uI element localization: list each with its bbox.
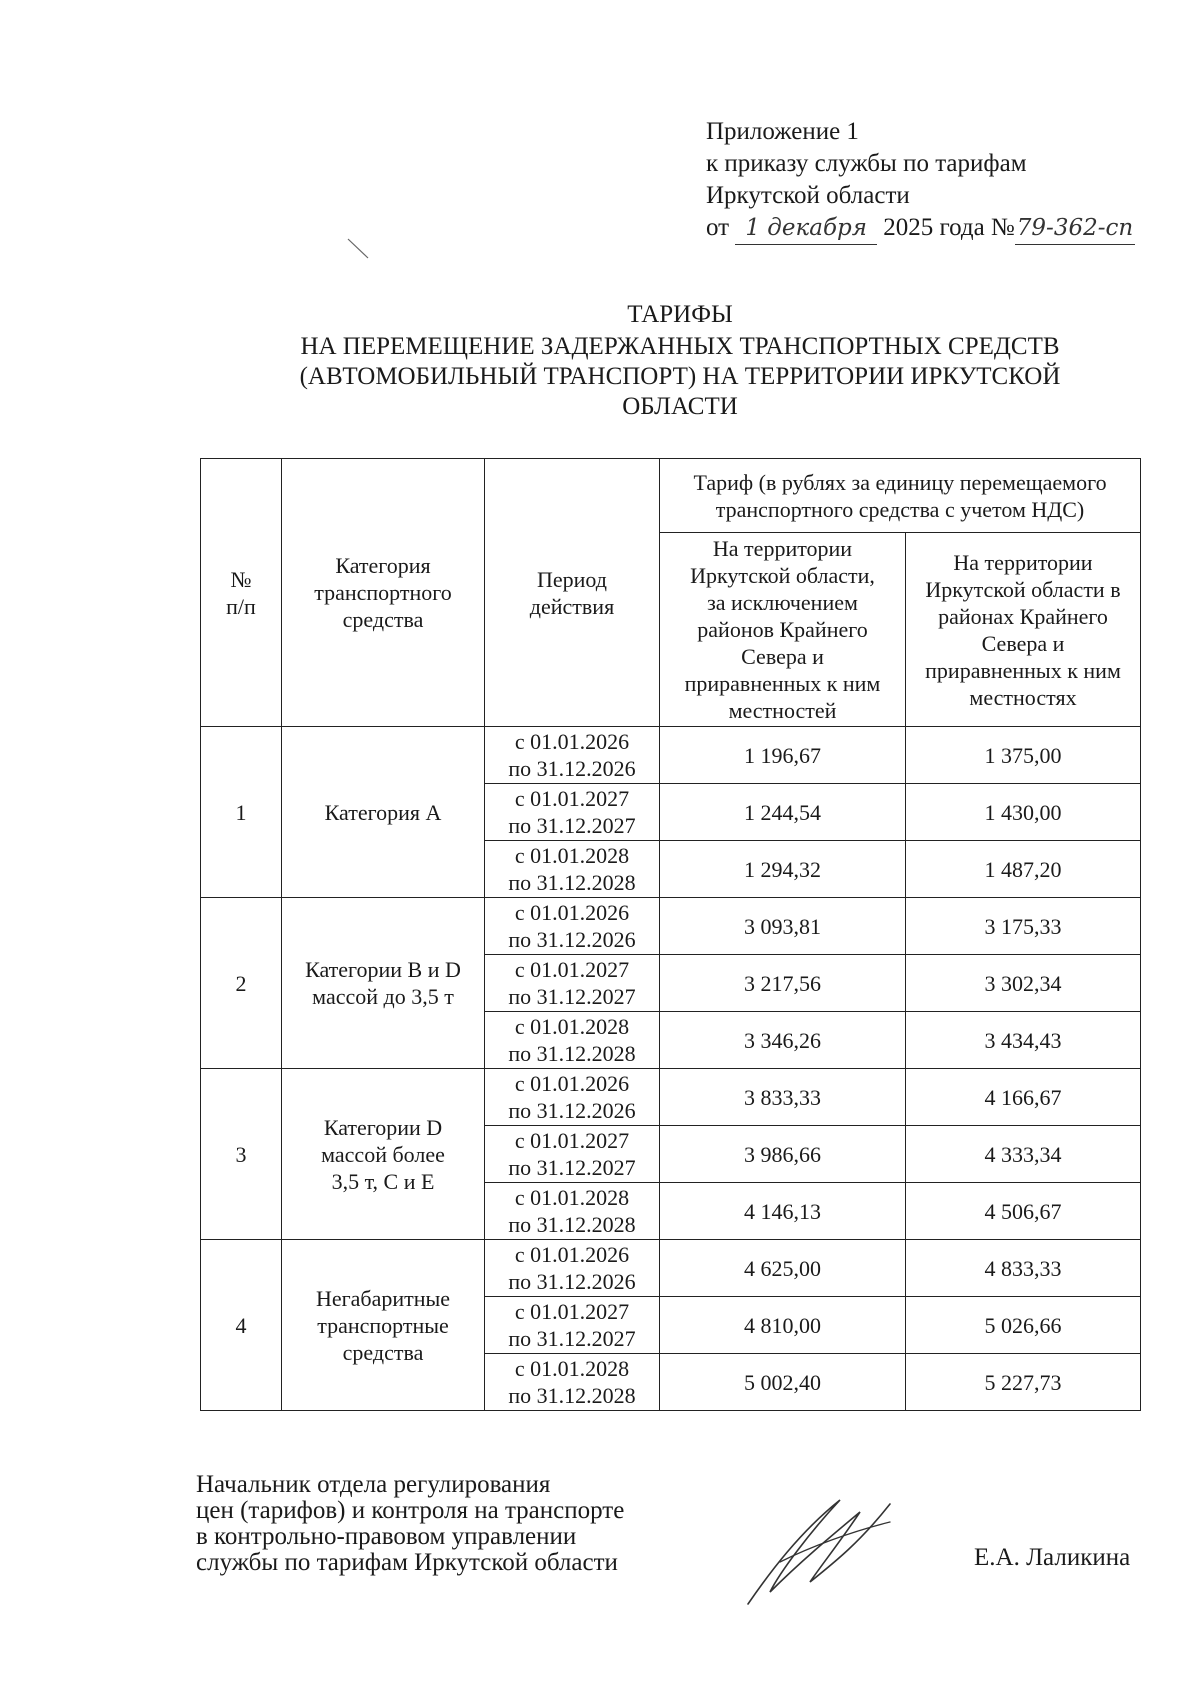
cell-tariff-north: 3 434,43 (906, 1012, 1141, 1069)
cell-tariff-north: 5 227,73 (906, 1354, 1141, 1411)
cell-tariff-general: 3 346,26 (660, 1012, 906, 1069)
cell-tariff-general: 4 625,00 (660, 1240, 906, 1297)
handwritten-order-number: 79-362-сп (1015, 212, 1135, 245)
date-suffix: 2025 года № (883, 214, 1015, 241)
table-row (201, 898, 1141, 955)
cell-tariff-general: 3 217,56 (660, 955, 906, 1012)
handwritten-signature-icon (740, 1492, 910, 1612)
date-prefix: от (706, 214, 730, 241)
cell-period: с 01.01.2027 по 31.12.2027 (485, 784, 660, 841)
table-row (201, 1069, 1141, 1126)
cell-tariff-general: 1 244,54 (660, 784, 906, 841)
cell-tariff-north: 3 175,33 (906, 898, 1141, 955)
cell-tariff-north: 4 506,67 (906, 1183, 1141, 1240)
cell-tariff-north: 5 026,66 (906, 1297, 1141, 1354)
cell-tariff-general: 3 833,33 (660, 1069, 906, 1126)
cell-num: 4 (201, 1240, 282, 1411)
cell-num: 3 (201, 1069, 282, 1240)
cell-tariff-general: 3 093,81 (660, 898, 906, 955)
signatory-position-1: Начальник отдела регулирования (196, 1471, 551, 1498)
appendix-region: Иркутской области (706, 182, 910, 209)
title-line-1: ТАРИФЫ (627, 301, 733, 328)
tariffs-table (200, 458, 1141, 1411)
header-category: Категория транспортного средства (282, 459, 485, 727)
cell-period: с 01.01.2027 по 31.12.2027 (485, 1297, 660, 1354)
cell-tariff-north: 3 302,34 (906, 955, 1141, 1012)
cell-tariff-north: 4 833,33 (906, 1240, 1141, 1297)
appendix-order-ref: к приказу службы по тарифам (706, 150, 1027, 177)
header-num: № п/п (201, 459, 282, 727)
title-line-4: ОБЛАСТИ (622, 393, 738, 420)
signatory-position-2: цен (тарифов) и контроля на транспорте (196, 1497, 625, 1524)
cell-period: с 01.01.2026 по 31.12.2026 (485, 727, 660, 784)
handwritten-date: 1 декабря (735, 212, 877, 245)
pen-stroke-icon (346, 236, 376, 266)
cell-num: 2 (201, 898, 282, 1069)
cell-tariff-general: 4 810,00 (660, 1297, 906, 1354)
cell-tariff-north: 1 375,00 (906, 727, 1141, 784)
cell-category: Категории B и D массой до 3,5 т (282, 898, 485, 1069)
document-title (200, 300, 1160, 422)
cell-period: с 01.01.2028 по 31.12.2028 (485, 841, 660, 898)
table-row (201, 1240, 1141, 1297)
header-tariff: Тариф (в рублях за единицу перемещаемого транспортного средства с учетом НДС) (660, 459, 1141, 533)
cell-category: Категория А (282, 727, 485, 898)
cell-tariff-general: 3 986,66 (660, 1126, 906, 1183)
cell-period: с 01.01.2028 по 31.12.2028 (485, 1354, 660, 1411)
cell-tariff-north: 1 487,20 (906, 841, 1141, 898)
cell-period: с 01.01.2027 по 31.12.2027 (485, 1126, 660, 1183)
signatory-position-3: в контрольно-правовом управлении (196, 1523, 577, 1550)
header-period: Период действия (485, 459, 660, 727)
header-region-general: На территории Иркутской области, за исключением районов Крайнего Севера и приравненных к ним местностей (660, 533, 906, 727)
signatory-position-4: службы по тарифам Иркутской области (196, 1549, 618, 1576)
table-header-row (201, 459, 1141, 533)
signatory-name: Е.А. Лаликина (974, 1544, 1131, 1571)
cell-category: Негабаритные транспортные средства (282, 1240, 485, 1411)
cell-tariff-general: 4 146,13 (660, 1183, 906, 1240)
header-region-north: На территории Иркутской области в районах Крайнего Севера и приравненных к ним местностях (906, 533, 1141, 727)
cell-period: с 01.01.2028 по 31.12.2028 (485, 1012, 660, 1069)
cell-period: с 01.01.2028 по 31.12.2028 (485, 1183, 660, 1240)
cell-tariff-general: 5 002,40 (660, 1354, 906, 1411)
table-row (201, 727, 1141, 784)
cell-period: с 01.01.2026 по 31.12.2026 (485, 898, 660, 955)
cell-tariff-general: 1 294,32 (660, 841, 906, 898)
cell-period: с 01.01.2027 по 31.12.2027 (485, 955, 660, 1012)
title-line-2: НА ПЕРЕМЕЩЕНИЕ ЗАДЕРЖАННЫХ ТРАНСПОРТНЫХ СРЕДСТВ (300, 333, 1060, 360)
cell-tariff-north: 1 430,00 (906, 784, 1141, 841)
appendix-block (706, 116, 1135, 245)
cell-tariff-north: 4 333,34 (906, 1126, 1141, 1183)
cell-tariff-general: 1 196,67 (660, 727, 906, 784)
signatory-block (196, 1472, 624, 1576)
title-line-3: (АВТОМОБИЛЬНЫЙ ТРАНСПОРТ) НА ТЕРРИТОРИИ ИРКУТСКОЙ (299, 363, 1061, 390)
cell-period: с 01.01.2026 по 31.12.2026 (485, 1240, 660, 1297)
appendix-title: Приложение 1 (706, 118, 859, 145)
cell-tariff-north: 4 166,67 (906, 1069, 1141, 1126)
cell-category: Категории D массой более 3,5 т, С и Е (282, 1069, 485, 1240)
appendix-date-line (706, 212, 1135, 245)
cell-num: 1 (201, 727, 282, 898)
cell-period: с 01.01.2026 по 31.12.2026 (485, 1069, 660, 1126)
